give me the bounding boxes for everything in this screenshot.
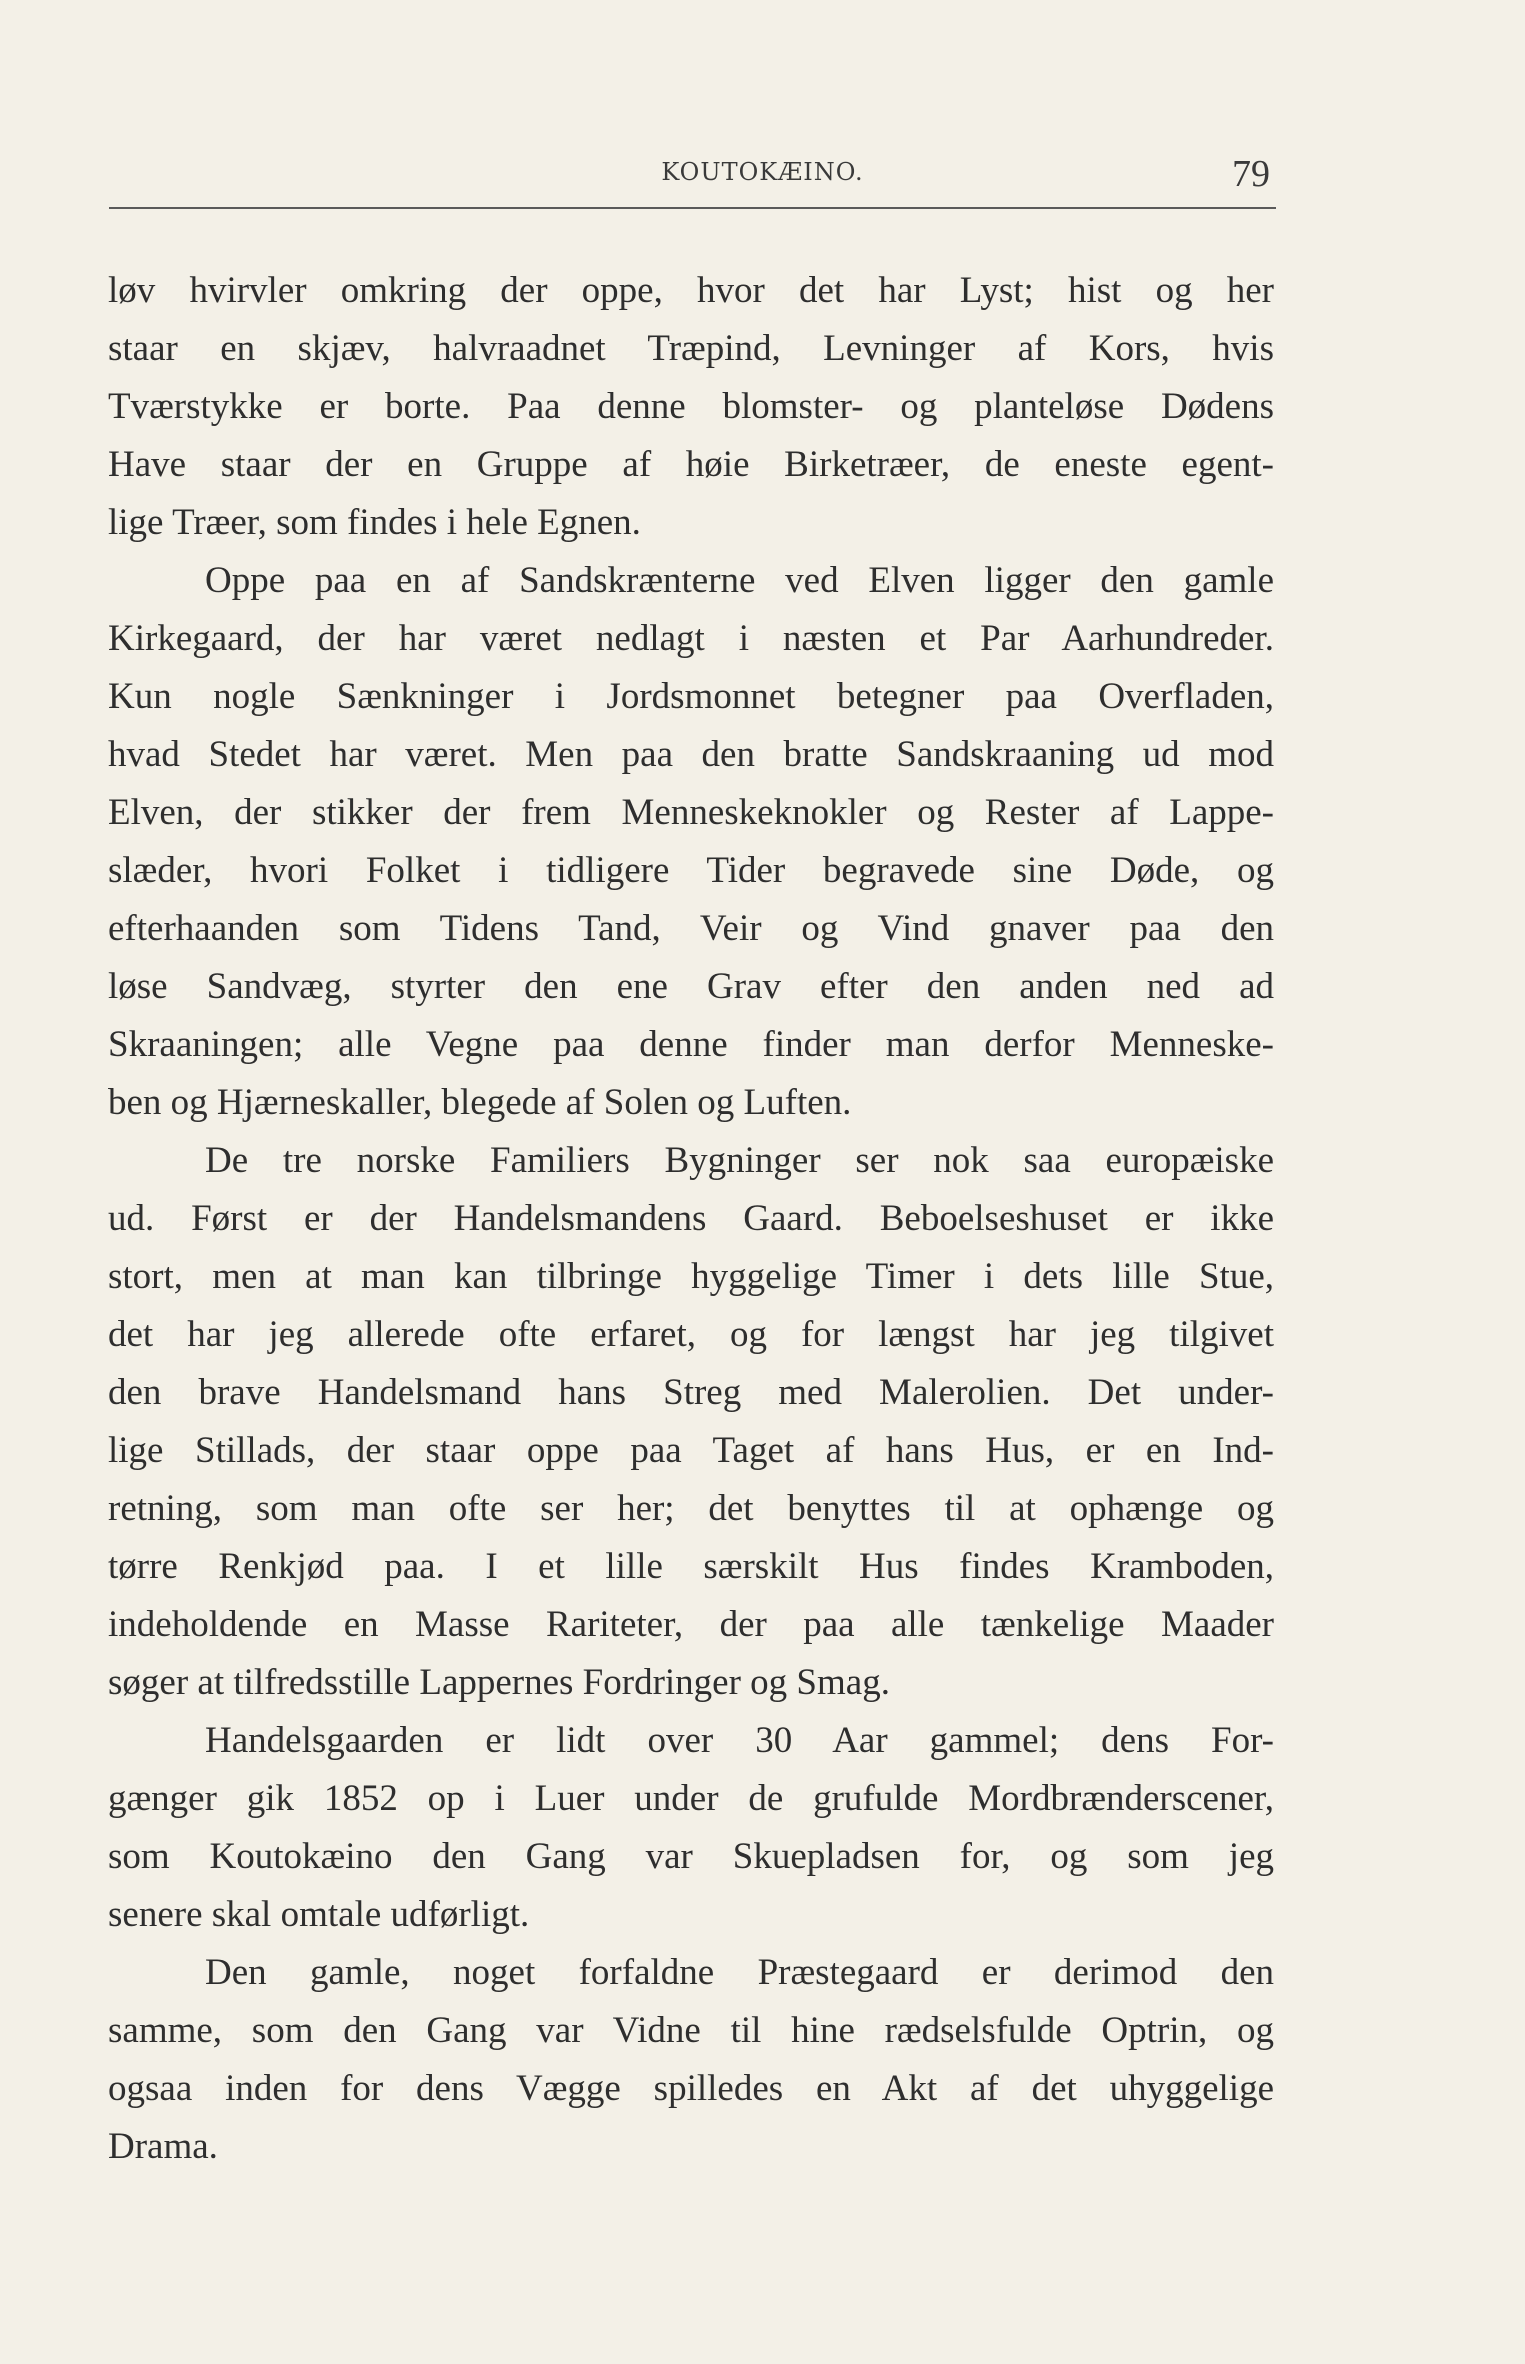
text-line: Skraaningen; alle Vegne paa denne finder man derfor Menneske- <box>108 1024 1274 1065</box>
text-line: slæder, hvori Folket i tidligere Tider begravede sine Døde, og <box>108 850 1274 891</box>
text-line: stort, men at man kan tilbringe hyggelige Timer i dets lille Stue, <box>108 1256 1274 1297</box>
text-line: Handelsgaarden er lidt over 30 Aar gammel; dens For- <box>205 1720 1274 1761</box>
text-line: efterhaanden som Tidens Tand, Veir og Vind gnaver paa den <box>108 908 1274 949</box>
text-line: gænger gik 1852 op i Luer under de grufulde Mordbrænderscener, <box>108 1778 1274 1819</box>
text-line: søger at tilfredsstille Lappernes Fordringer og Smag. <box>108 1662 890 1703</box>
text-line: lige Træer, som findes i hele Egnen. <box>108 502 641 543</box>
text-line: samme, som den Gang var Vidne til hine rædselsfulde Optrin, og <box>108 2010 1274 2051</box>
header-rule <box>109 207 1276 209</box>
running-head-title: KOUTOKÆINO. <box>661 158 864 186</box>
text-line: lige Stillads, der staar oppe paa Taget af hans Hus, er en Ind- <box>108 1430 1274 1471</box>
text-line: ud. Først er der Handelsmandens Gaard. Beboelseshuset er ikke <box>108 1198 1274 1239</box>
text-line: Have staar der en Gruppe af høie Birketræer, de eneste egent- <box>108 444 1274 485</box>
text-line: Kirkegaard, der har været nedlagt i næsten et Par Aarhundreder. <box>108 618 1274 659</box>
running-head <box>0 152 1525 195</box>
text-line: Oppe paa en af Sandskrænterne ved Elven ligger den gamle <box>205 560 1274 601</box>
text-line: løse Sandvæg, styrter den ene Grav efter den anden ned ad <box>108 966 1274 1007</box>
text-line: retning, som man ofte ser her; det benyttes til at ophænge og <box>108 1488 1274 1529</box>
text-line: den brave Handelsmand hans Streg med Malerolien. Det under- <box>108 1372 1274 1413</box>
text-line: hvad Stedet har været. Men paa den bratte Sandskraaning ud mod <box>108 734 1274 775</box>
text-line: staar en skjæv, halvraadnet Træpind, Levninger af Kors, hvis <box>108 328 1274 369</box>
text-line: Den gamle, noget forfaldne Præstegaard er derimod den <box>205 1952 1274 1993</box>
text-line: ogsaa inden for dens Vægge spilledes en Akt af det uhyggelige <box>108 2068 1274 2109</box>
text-line: De tre norske Familiers Bygninger ser nok saa europæiske <box>205 1140 1274 1181</box>
text-line: Tværstykke er borte. Paa denne blomster- og planteløse Dødens <box>108 386 1274 427</box>
text-line: Kun nogle Sænkninger i Jordsmonnet betegner paa Overfladen, <box>108 676 1274 717</box>
page-number: 79 <box>1232 153 1270 195</box>
text-line: tørre Renkjød paa. I et lille særskilt Hus findes Kramboden, <box>108 1546 1274 1587</box>
text-line: Drama. <box>108 2126 218 2167</box>
text-line: senere skal omtale udførligt. <box>108 1894 530 1935</box>
body-text <box>108 262 1274 2176</box>
text-line: løv hvirvler omkring der oppe, hvor det har Lyst; hist og her <box>108 270 1274 311</box>
text-line: som Koutokæino den Gang var Skuepladsen for, og som jeg <box>108 1836 1274 1877</box>
text-line: indeholdende en Masse Rariteter, der paa alle tænkelige Maader <box>108 1604 1274 1645</box>
text-line: ben og Hjærneskaller, blegede af Solen og Luften. <box>108 1082 852 1123</box>
text-line: det har jeg allerede ofte erfaret, og for længst har jeg tilgivet <box>108 1314 1274 1355</box>
text-line: Elven, der stikker der frem Menneskeknokler og Rester af Lappe- <box>108 792 1274 833</box>
